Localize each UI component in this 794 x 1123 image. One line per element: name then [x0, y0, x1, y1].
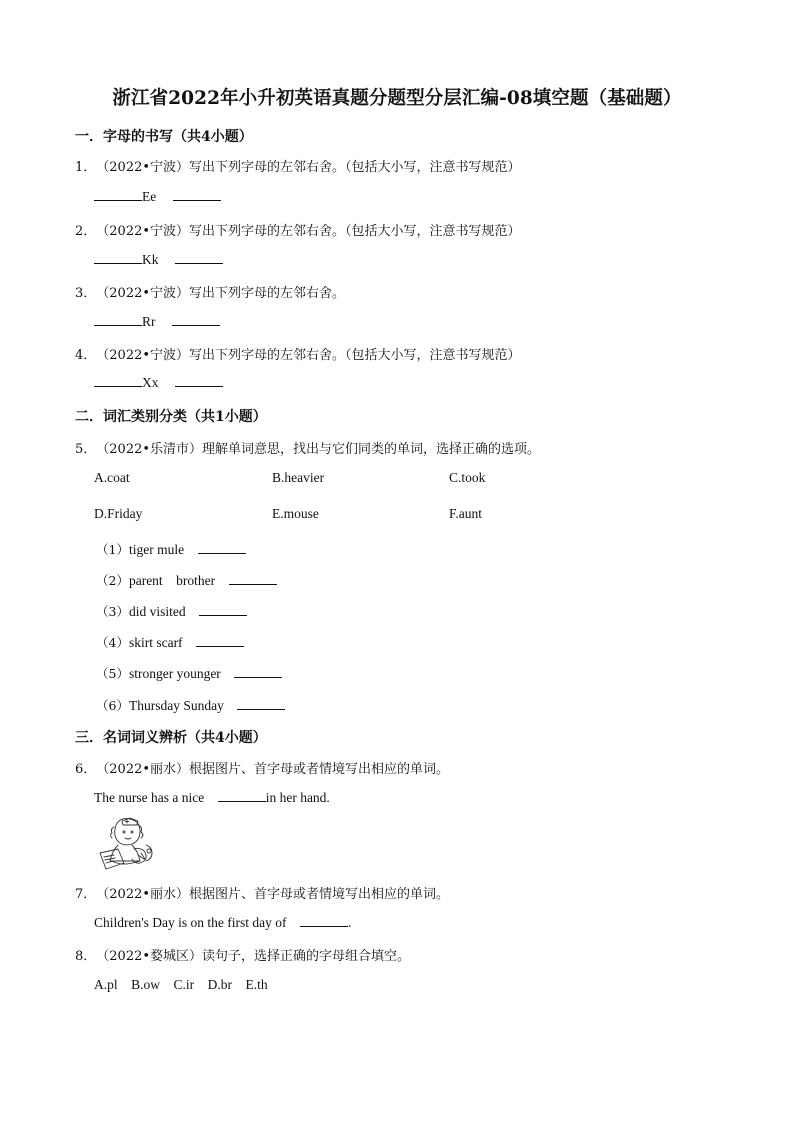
question-number: 4．: [75, 348, 97, 363]
option-d: D.Friday: [94, 506, 143, 521]
question-4: [75, 344, 521, 363]
answer-blank[interactable]: [234, 665, 282, 678]
option-c: C.took: [449, 470, 486, 485]
question-3: [75, 282, 345, 301]
question-text: （2022•宁波）写出下列字母的左邻右舍。（包括大小写，注意书写规范）: [96, 348, 521, 363]
sub-question-1: [96, 540, 246, 558]
sub-question-2: [96, 571, 277, 589]
letter-pair: Kk: [142, 252, 159, 267]
answer-blank[interactable]: [94, 374, 142, 387]
question-text: （2022•婺城区）读句子，选择正确的字母组合填空。: [96, 949, 411, 964]
sub-words: parent brother: [128, 573, 216, 588]
page-title: 浙江省2022年小升初英语真题分题型分层汇编-08填空题（基础题）: [112, 88, 682, 109]
question-1: [75, 156, 521, 175]
sub-question-5: [96, 664, 282, 682]
option-f: F.aunt: [449, 506, 483, 521]
answer-blank[interactable]: [94, 188, 142, 201]
sub-question-3: [96, 602, 247, 620]
answer-blank[interactable]: [175, 251, 223, 264]
question-number: 3．: [75, 286, 97, 301]
section-heading-letters: 一．字母的书写（共4小题）: [75, 129, 253, 145]
answer-blank[interactable]: [199, 603, 247, 616]
sub-number: （4）: [96, 635, 129, 650]
question-8: [75, 945, 410, 964]
question-5: [75, 438, 540, 457]
sub-question-6: [96, 696, 285, 714]
answer-blank[interactable]: [173, 188, 221, 201]
sentence-part: .: [348, 915, 352, 930]
sub-number: （6）: [96, 698, 129, 713]
sub-question-4: [96, 633, 244, 651]
options-8: A.pl B.ow C.ir D.br E.th: [94, 977, 268, 992]
question-text: （2022•宁波）写出下列字母的左邻右舍。（包括大小写，注意书写规范）: [96, 224, 521, 239]
answer-blank[interactable]: [175, 374, 223, 387]
question-text: （2022•乐清市）理解单词意思，找出与它们同类的单词，选择正确的选项。: [96, 442, 541, 457]
option-b: B.heavier: [272, 470, 325, 485]
question-number: 8．: [75, 949, 97, 964]
question-number: 6．: [75, 762, 97, 777]
answer-blank[interactable]: [94, 251, 142, 264]
sub-words: did visited: [128, 604, 186, 619]
letter-pair: Xx: [142, 375, 159, 390]
answer-blank[interactable]: [229, 572, 277, 585]
answer-line-2: [94, 251, 223, 268]
letter-pair: Rr: [142, 314, 156, 329]
sub-number: （1）: [96, 542, 129, 557]
sub-words: skirt scarf: [128, 635, 183, 650]
question-6: [75, 758, 449, 777]
question-text: （2022•丽水）根据图片、首字母或者情境写出相应的单词。: [96, 887, 450, 902]
sub-number: （5）: [96, 666, 129, 681]
answer-blank[interactable]: [218, 789, 266, 802]
letter-pair: Ee: [142, 189, 157, 204]
nurse-picture: [94, 815, 160, 871]
question-number: 1．: [75, 160, 97, 175]
sub-number: （3）: [96, 604, 129, 619]
question-7: [75, 883, 449, 902]
answer-blank[interactable]: [94, 313, 142, 326]
answer-blank[interactable]: [172, 313, 220, 326]
question-text: （2022•宁波）写出下列字母的左邻右舍。: [96, 286, 346, 301]
sentence-6: [94, 789, 330, 806]
sentence-part: Children's Day is on the first day of: [94, 915, 287, 930]
question-number: 7．: [75, 887, 97, 902]
sub-words: tiger mule: [128, 542, 185, 557]
sub-words: Thursday Sunday: [128, 698, 224, 713]
answer-line-1: [94, 188, 221, 205]
answer-line-3: [94, 313, 220, 330]
answer-blank[interactable]: [198, 541, 246, 554]
question-2: [75, 220, 521, 239]
sentence-7: [94, 914, 351, 931]
section-heading-noun-meaning: 三．名词词义辨析（共4小题）: [75, 730, 267, 746]
question-text: （2022•宁波）写出下列字母的左邻右舍。（包括大小写，注意书写规范）: [96, 160, 521, 175]
option-a: A.coat: [94, 470, 130, 485]
answer-blank[interactable]: [300, 914, 348, 927]
section-heading-vocab-classification: 二．词汇类别分类（共1小题）: [75, 409, 267, 425]
sentence-part: The nurse has a nice: [94, 790, 205, 805]
question-number: 2．: [75, 224, 97, 239]
sentence-part: in her hand.: [265, 790, 330, 805]
answer-blank[interactable]: [196, 634, 244, 647]
answer-blank[interactable]: [237, 697, 285, 710]
question-text: （2022•丽水）根据图片、首字母或者情境写出相应的单词。: [96, 762, 450, 777]
sub-number: （2）: [96, 573, 129, 588]
sub-words: stronger younger: [128, 666, 221, 681]
option-e: E.mouse: [272, 506, 319, 521]
question-number: 5．: [75, 442, 97, 457]
answer-line-4: [94, 374, 223, 391]
